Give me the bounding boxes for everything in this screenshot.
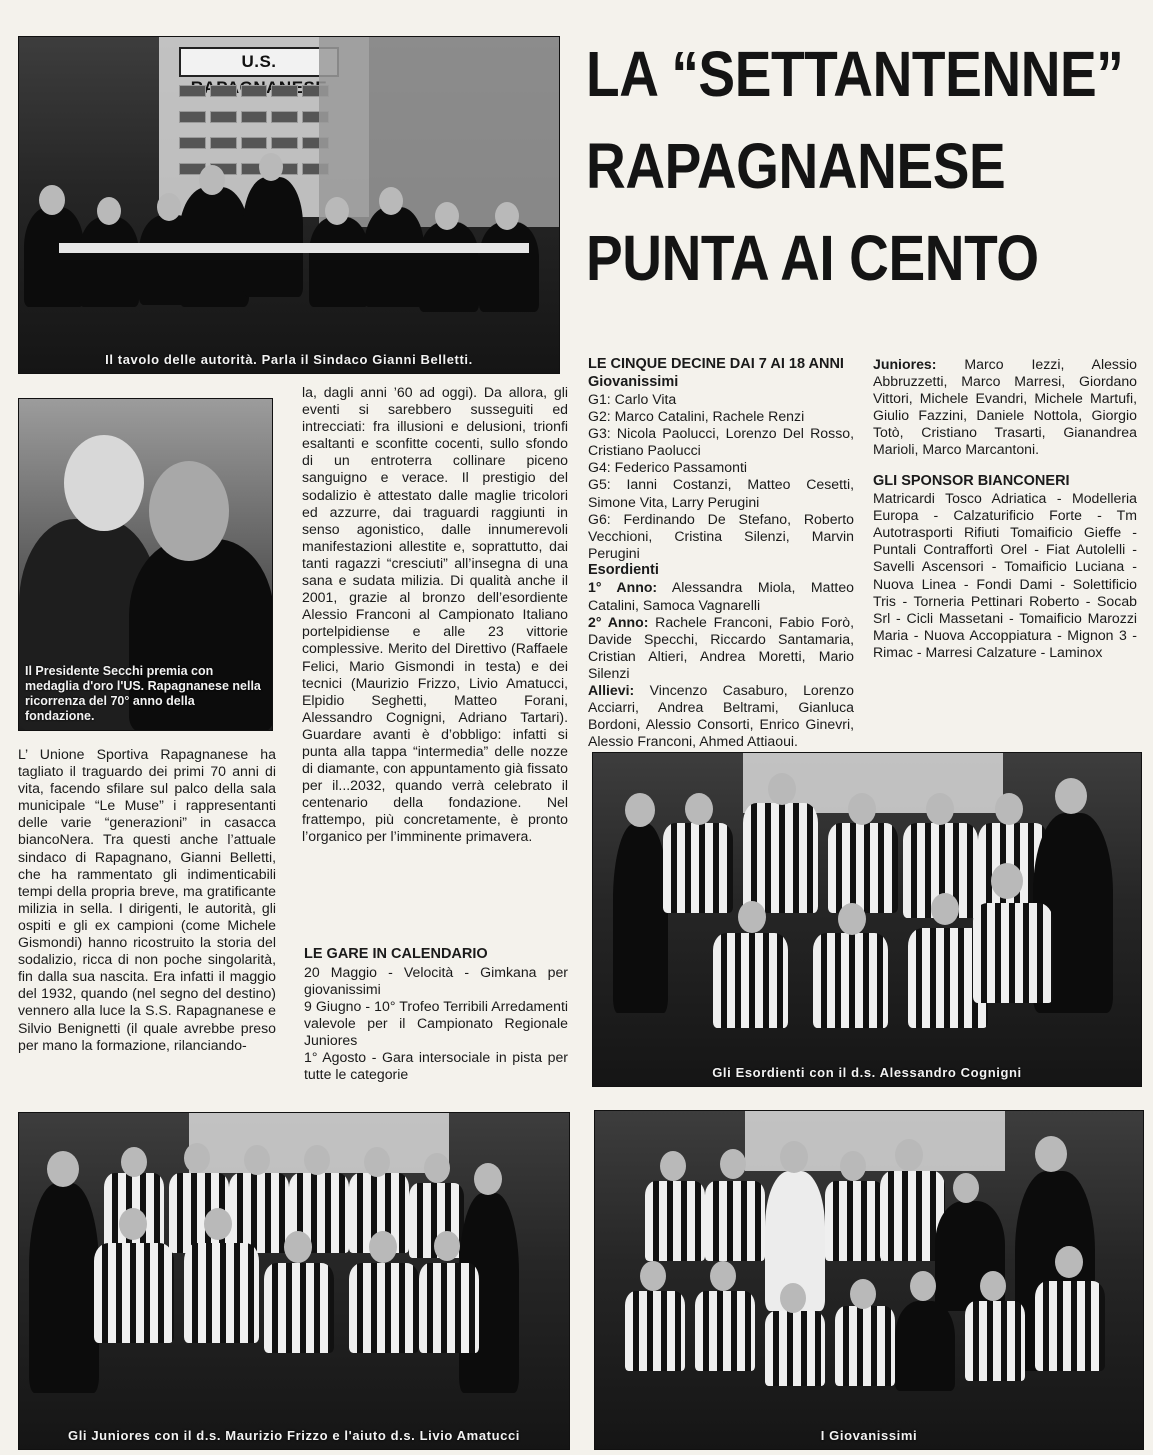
giovanissimi-photo [594, 1110, 1144, 1450]
roster-label: 1° Anno: [588, 579, 658, 596]
roster-line: G6: Ferdinando De Stefano, Roberto Vecchioni, Cristina Silenzi, Marvin Perugini [588, 510, 854, 561]
roster-names: Alessandra Miola, Matteo Catalini, Samoca Vagnarelli [588, 579, 854, 613]
roster-line [873, 356, 1137, 459]
roster-label: Juniores: [873, 356, 937, 372]
roster-line: G3: Nicola Paolucci, Lorenzo Del Rosso, Cristiano Paolucci [588, 425, 854, 459]
roster-line [588, 579, 854, 613]
article-text: L’ Unione Sportiva Rapagnanese ha tagliato il traguardo dei primi 70 anni di vita, facendo sfilare sul palco della sala municipale “Le Muse” i rappresentanti delle varie “generazioni” in casacca biancoNera. Tra questi anche l’attuale sindaco di Rapagnano, Gianni Belletti, che ha rammentato gli indimenticabili tempi della propria breve, ma gratificante milizia in sella. I dirigenti, le autorità, gli ospiti e gli ex campioni (come Michele Gismondi) hanno ricostruito la storia del sodalizio, ricca di non poche singolarità, fin dalla sua nascita. Era infatti il maggio del 1932, quando (nel segno del destino) vennero alla luce la S.S. Rapagnanese e Silvio Benignetti (il quale avrebbe preso per mano la formazione, rilanciando- [18, 746, 276, 1053]
roster-column-right [873, 356, 1137, 661]
authorities-photo [18, 36, 560, 374]
esordienti-title: Esordienti [588, 561, 659, 578]
roster-column [588, 356, 854, 750]
calendar-item: 20 Maggio - Velocità - Gimkana per giovanissimi [304, 963, 568, 997]
roster-names: Marco Iezzi, Alessio Abbruzzetti, Marco Marresi, Giordano Vittori, Michele Evandri, Michele Martufi, Giulio Fazzini, Daniele Nottola, Giorgio Totò, Cristiano Trasarti, Gianandrea Marioli, Marco Marcantoni. [873, 356, 1137, 458]
esordienti-photo [592, 752, 1142, 1087]
president-photo [18, 398, 273, 731]
roster-label: 2° Anno: [588, 613, 649, 630]
headline [586, 28, 1124, 304]
headline-line-3: PUNTA AI CENTO [586, 222, 1039, 294]
giovanissimi-title: Giovanissimi [588, 373, 679, 390]
roster-names: Vincenzo Casaburo, Lorenzo Acciarri, Andrea Beltrami, Gianluca Bordoni, Alessio Consorti, Enrico Ginevri, Alessio Franconi, Ahmed Attiaoui. [588, 682, 855, 750]
photo-caption: Il tavolo delle autorità. Parla il Sindaco Gianni Belletti. [105, 352, 473, 367]
calendar-box [304, 946, 568, 1083]
roster-line: G1: Carlo Vita [588, 391, 677, 407]
calendar-title: LE GARE IN CALENDARIO [304, 946, 488, 962]
calendar-item: 1° Agosto - Gara intersociale in pista per tutte le categorie [304, 1048, 568, 1083]
photo-caption: I Giovanissimi [820, 1428, 918, 1443]
calendar-item: 9 Giugno - 10° Trofeo Terribili Arredamenti valevole per il Campionato Regionale Juniores [304, 997, 568, 1048]
article-column-1 [18, 746, 276, 1054]
photo-caption: Il Presidente Secchi premia con medaglia d'oro l'US. Rapagnanese nella ricorrenza del 70° anno della fondazione. [25, 664, 261, 723]
article-text: la, dagli anni ’60 ad oggi). Da allora, gli eventi si sarebbero susseguiti ed intrecciati: fra illusioni e delusioni, trionfi esaltanti e sconfitte cocenti, sullo sfondo di un entroterra collinare piceno sanguigno e verace. Il prestigio del sodalizio è attestato dalle maglie tricolori ed azzurre, dai traguardi raggiunti in senso agonistico, dalle innumerevoli manifestazioni allestite e, soprattutto, dai tanti ragazzi “cresciuti” all’insegna di una sana e sudata milizia. Di qualità anche il 2001, grazie al bronzo dell’esordiente Alessio Franconi al Campionato Italiano portelpidiense e alle 23 vittorie complessive. Merito del Direttivo (Raffaele Felici, Mario Gismondi in testa) e dei tecnici (Maurizio Frizzo, Livio Amatucci, Elpidio Seghetti, Matteo Forani, Alessandro Cognigni, Adriano Tartari). Guardare avanti è d’obbligo: infatti si punta alla tappa “intermedia” delle nozze di diamante, con appuntamento già fissato per il...2032, quando verrà celebrato il centenario della fondazione. Nel frattempo, più concretamente, è pronto l’organico per l’imminente primavera. [302, 384, 568, 845]
roster-line: G5: Ianni Costanzi, Matteo Cesetti, Simone Vita, Larry Perugini [588, 476, 854, 510]
roster-line [588, 682, 854, 750]
roster-names: Rachele Franconi, Fabio Forò, Davide Specchi, Riccardo Santamaria, Cristian Altieri, Andrea Moretti, Mario Silenzi [588, 613, 854, 681]
roster-label: Allievi: [588, 682, 635, 698]
roster-title: LE CINQUE DECINE DAI 7 AI 18 ANNI [588, 356, 844, 372]
roster-line [588, 614, 854, 682]
article-column-2 [302, 384, 568, 846]
headline-line-2: RAPAGNANESE [586, 130, 1006, 202]
sponsors-title: GLI SPONSOR BIANCONERI [873, 472, 1070, 489]
juniores-photo [18, 1112, 570, 1450]
roster-line: G2: Marco Catalini, Rachele Renzi [588, 408, 805, 425]
sponsors-text: Matricardi Tosco Adriatica - Modelleria Europa - Calzaturificio Forte - Tm Autotrasporti Rifiuti Tomaificio Gieffe - Puntali Contraffortì Orel - Fiat Autolelli - Savelli Ascensori - Tomaificio Luciana - Nuova Linea - Fondi Dami - Solettificio Tris - Torneria Pettinari Roberto - Socab Srl - Cicli Massetani - Tomaificio Marozzi Maria - Nuova Accoppiatura - Mignon 3 - Rimac - Marresi Calzature - Laminox [873, 490, 1137, 660]
photo-caption: Gli Esordienti con il d.s. Alessandro Cognigni [712, 1065, 1022, 1080]
headline-line-1: LA “SETTANTENNE” [586, 38, 1124, 110]
us-rapagnanese-banner: U.S. [179, 47, 339, 77]
roster-line: G4: Federico Passamonti [588, 459, 748, 476]
photo-caption: Gli Juniores con il d.s. Maurizio Frizzo e l'aiuto d.s. Livio Amatucci [67, 1428, 520, 1443]
